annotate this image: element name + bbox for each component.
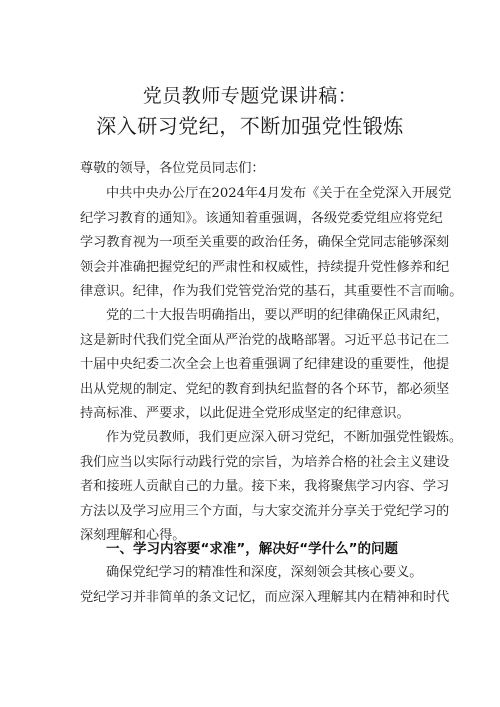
salutation-text: 尊敬的领导，各位党员同志们： [80, 161, 265, 176]
paragraph-2 [80, 304, 450, 427]
paragraph-4 [80, 561, 450, 610]
paragraph-1 [80, 182, 463, 305]
paragraph-2-line: 持高标准、严要求，以此促进全党形成坚定的纪律意识。 [80, 406, 410, 421]
paragraph-2-line: 这是新时代我们党全面从严治党的战略部署。习近平总书记在二 [80, 332, 450, 348]
paragraph-1-line: 纪学习教育的通知》。该通知着重强调，各级党委党组应将党纪 [80, 210, 443, 226]
paragraph-3-line: 者和接班人贡献自己的力量。接下来，我将聚焦学习内容、学习 [80, 479, 450, 494]
paragraph-1-line: 中共中央办公厅在2024年4月发布《关于在全党深入开展党 [106, 186, 452, 201]
document-title-line-1: 党员教师专题党课讲稿： [142, 85, 358, 107]
paragraph-2-line: 党的二十大报告明确指出，要以严明的纪律确保正风肃纪， [106, 308, 449, 323]
paragraph-1-line: 领会并准确把握党纪的严肃性和权威性，持续提升党性修养和纪 [80, 259, 450, 275]
document-title-line-2: 深入研习党纪，不断加强党性锻炼 [96, 114, 404, 138]
paragraph-2-line: 十届中央纪委二次全会上也着重强调了纪律建设的重要性，他提 [80, 357, 450, 372]
paragraph-4-line: 党纪学习并非简单的条文记忆，而应深入理解其内在精神和时代 [80, 589, 450, 605]
paragraph-3-line: 深刻理解和心得。 [80, 528, 186, 543]
paragraph-3-line: 我们应当以实际行动践行党的宗旨，为培养合格的社会主义建设 [80, 454, 450, 470]
paragraph-4-line: 确保党纪学习的精准性和深度，深刻领会其核心要义。 [106, 565, 423, 580]
paragraph-1-line: 学习教育视为一项至关重要的政治任务，确保全党同志能够深刻 [80, 235, 450, 250]
paragraph-3-line: 方法以及学习应用三个方面，与大家交流并分享关于党纪学习的 [80, 503, 450, 519]
paragraph-3 [80, 426, 463, 549]
salutation [80, 157, 435, 182]
paragraph-1-line: 律意识。纪律，作为我们党管党治党的基石，其重要性不言而喻。 [80, 284, 463, 299]
paragraph-3-line: 作为党员教师，我们更应深入研习党纪，不断加强党性锻炼。 [106, 430, 463, 445]
section-heading-1: 一、学习内容要“求准”，解决好“学什么”的问题 [106, 541, 398, 557]
paragraph-2-line: 出从党规的制定、党纪的教育到执纪监督的各个环节，都必须坚 [80, 381, 450, 397]
